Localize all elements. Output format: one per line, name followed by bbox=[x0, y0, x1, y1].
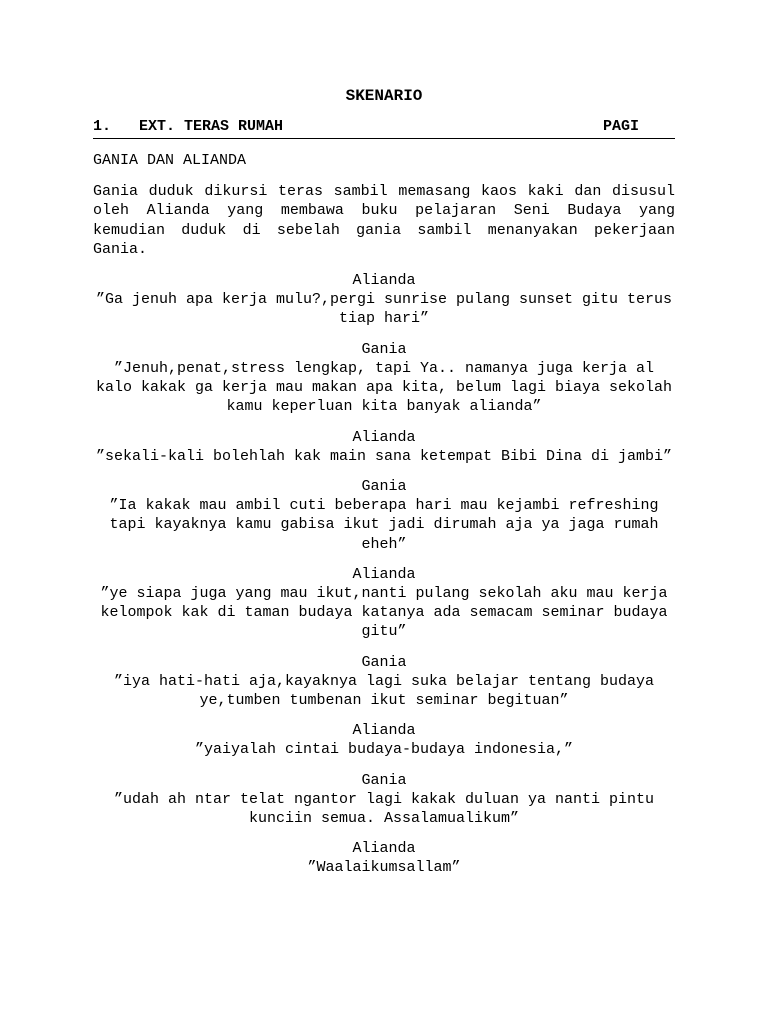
dialogue-line: ”ye siapa juga yang mau ikut,nanti pulang sekolah aku mau kerja kelompok kak di taman budaya katanya ada semacam seminar budaya gitu” bbox=[100, 584, 668, 641]
dialogue-block bbox=[93, 428, 675, 466]
dialogue-block bbox=[93, 271, 675, 329]
dialogue-line: ”udah ah ntar telat ngantor lagi kakak duluan ya nanti pintu kunciin semua. Assalamualikum” bbox=[113, 790, 655, 827]
dialogue-line: ”Ga jenuh apa kerja mulu?,pergi sunrise pulang sunset gitu terus tiap hari” bbox=[95, 291, 673, 328]
dialogue-line: ”yaiyalah cintai budaya-budaya indonesia,” bbox=[194, 741, 574, 759]
dialogue-speaker: Alianda bbox=[352, 428, 416, 446]
scene-characters: GANIA DAN ALIANDA bbox=[93, 152, 247, 169]
dialogue-speaker: Alianda bbox=[352, 565, 416, 583]
dialogue-block bbox=[93, 340, 675, 417]
dialogue-line: ”Waalaikumsallam” bbox=[307, 859, 461, 877]
dialogue-block bbox=[93, 839, 675, 877]
dialogue-speaker: Alianda bbox=[352, 840, 416, 858]
scene-heading bbox=[93, 117, 675, 139]
action-paragraph: Gania duduk dikursi teras sambil memasang kaos kaki dan disusul oleh Alianda yang membawa buku pelajaran Seni Budaya yang kemudian duduk di sebelah gania sambil menanyakan pekerjaan Gania. bbox=[93, 183, 675, 258]
dialogue-speaker: Gania bbox=[361, 477, 407, 495]
dialogue-line: ”iya hati-hati aja,kayaknya lagi suka belajar tentang budaya ye,tumben tumbenan ikut seminar begituan” bbox=[113, 672, 655, 710]
dialogue-block bbox=[93, 653, 675, 711]
dialogue-block bbox=[93, 565, 675, 642]
scene-time: PAGI bbox=[603, 118, 640, 135]
dialogue-block bbox=[93, 721, 675, 759]
dialogue-block bbox=[93, 477, 675, 554]
scene-location: EXT. TERAS RUMAH bbox=[139, 118, 284, 135]
dialogue-speaker: Gania bbox=[361, 340, 407, 358]
dialogue-speaker: Gania bbox=[361, 771, 407, 789]
dialogue-speaker: Alianda bbox=[352, 722, 416, 740]
dialogue-line: ”sekali-kali bolehlah kak main sana ketempat Bibi Dina di jambi” bbox=[95, 447, 673, 465]
dialogue-speaker: Gania bbox=[361, 653, 407, 671]
dialogue-block bbox=[93, 771, 675, 829]
script-page bbox=[93, 86, 675, 889]
scene-number: 1. bbox=[93, 118, 112, 135]
dialogue-line: ”Jenuh,penat,stress lengkap, tapi Ya.. namanya juga kerja al kalo kakak ga kerja mau makan apa kita, belum lagi biaya sekolah kamu keperluan kita banyak alianda” bbox=[95, 359, 673, 416]
dialogue-line: ”Ia kakak mau ambil cuti beberapa hari mau kejambi refreshing tapi kayaknya kamu gabisa ikut jadi dirumah aja ya jaga rumah eheh” bbox=[109, 496, 659, 553]
dialogue-speaker: Alianda bbox=[352, 272, 416, 290]
document-title: SKENARIO bbox=[345, 87, 423, 105]
